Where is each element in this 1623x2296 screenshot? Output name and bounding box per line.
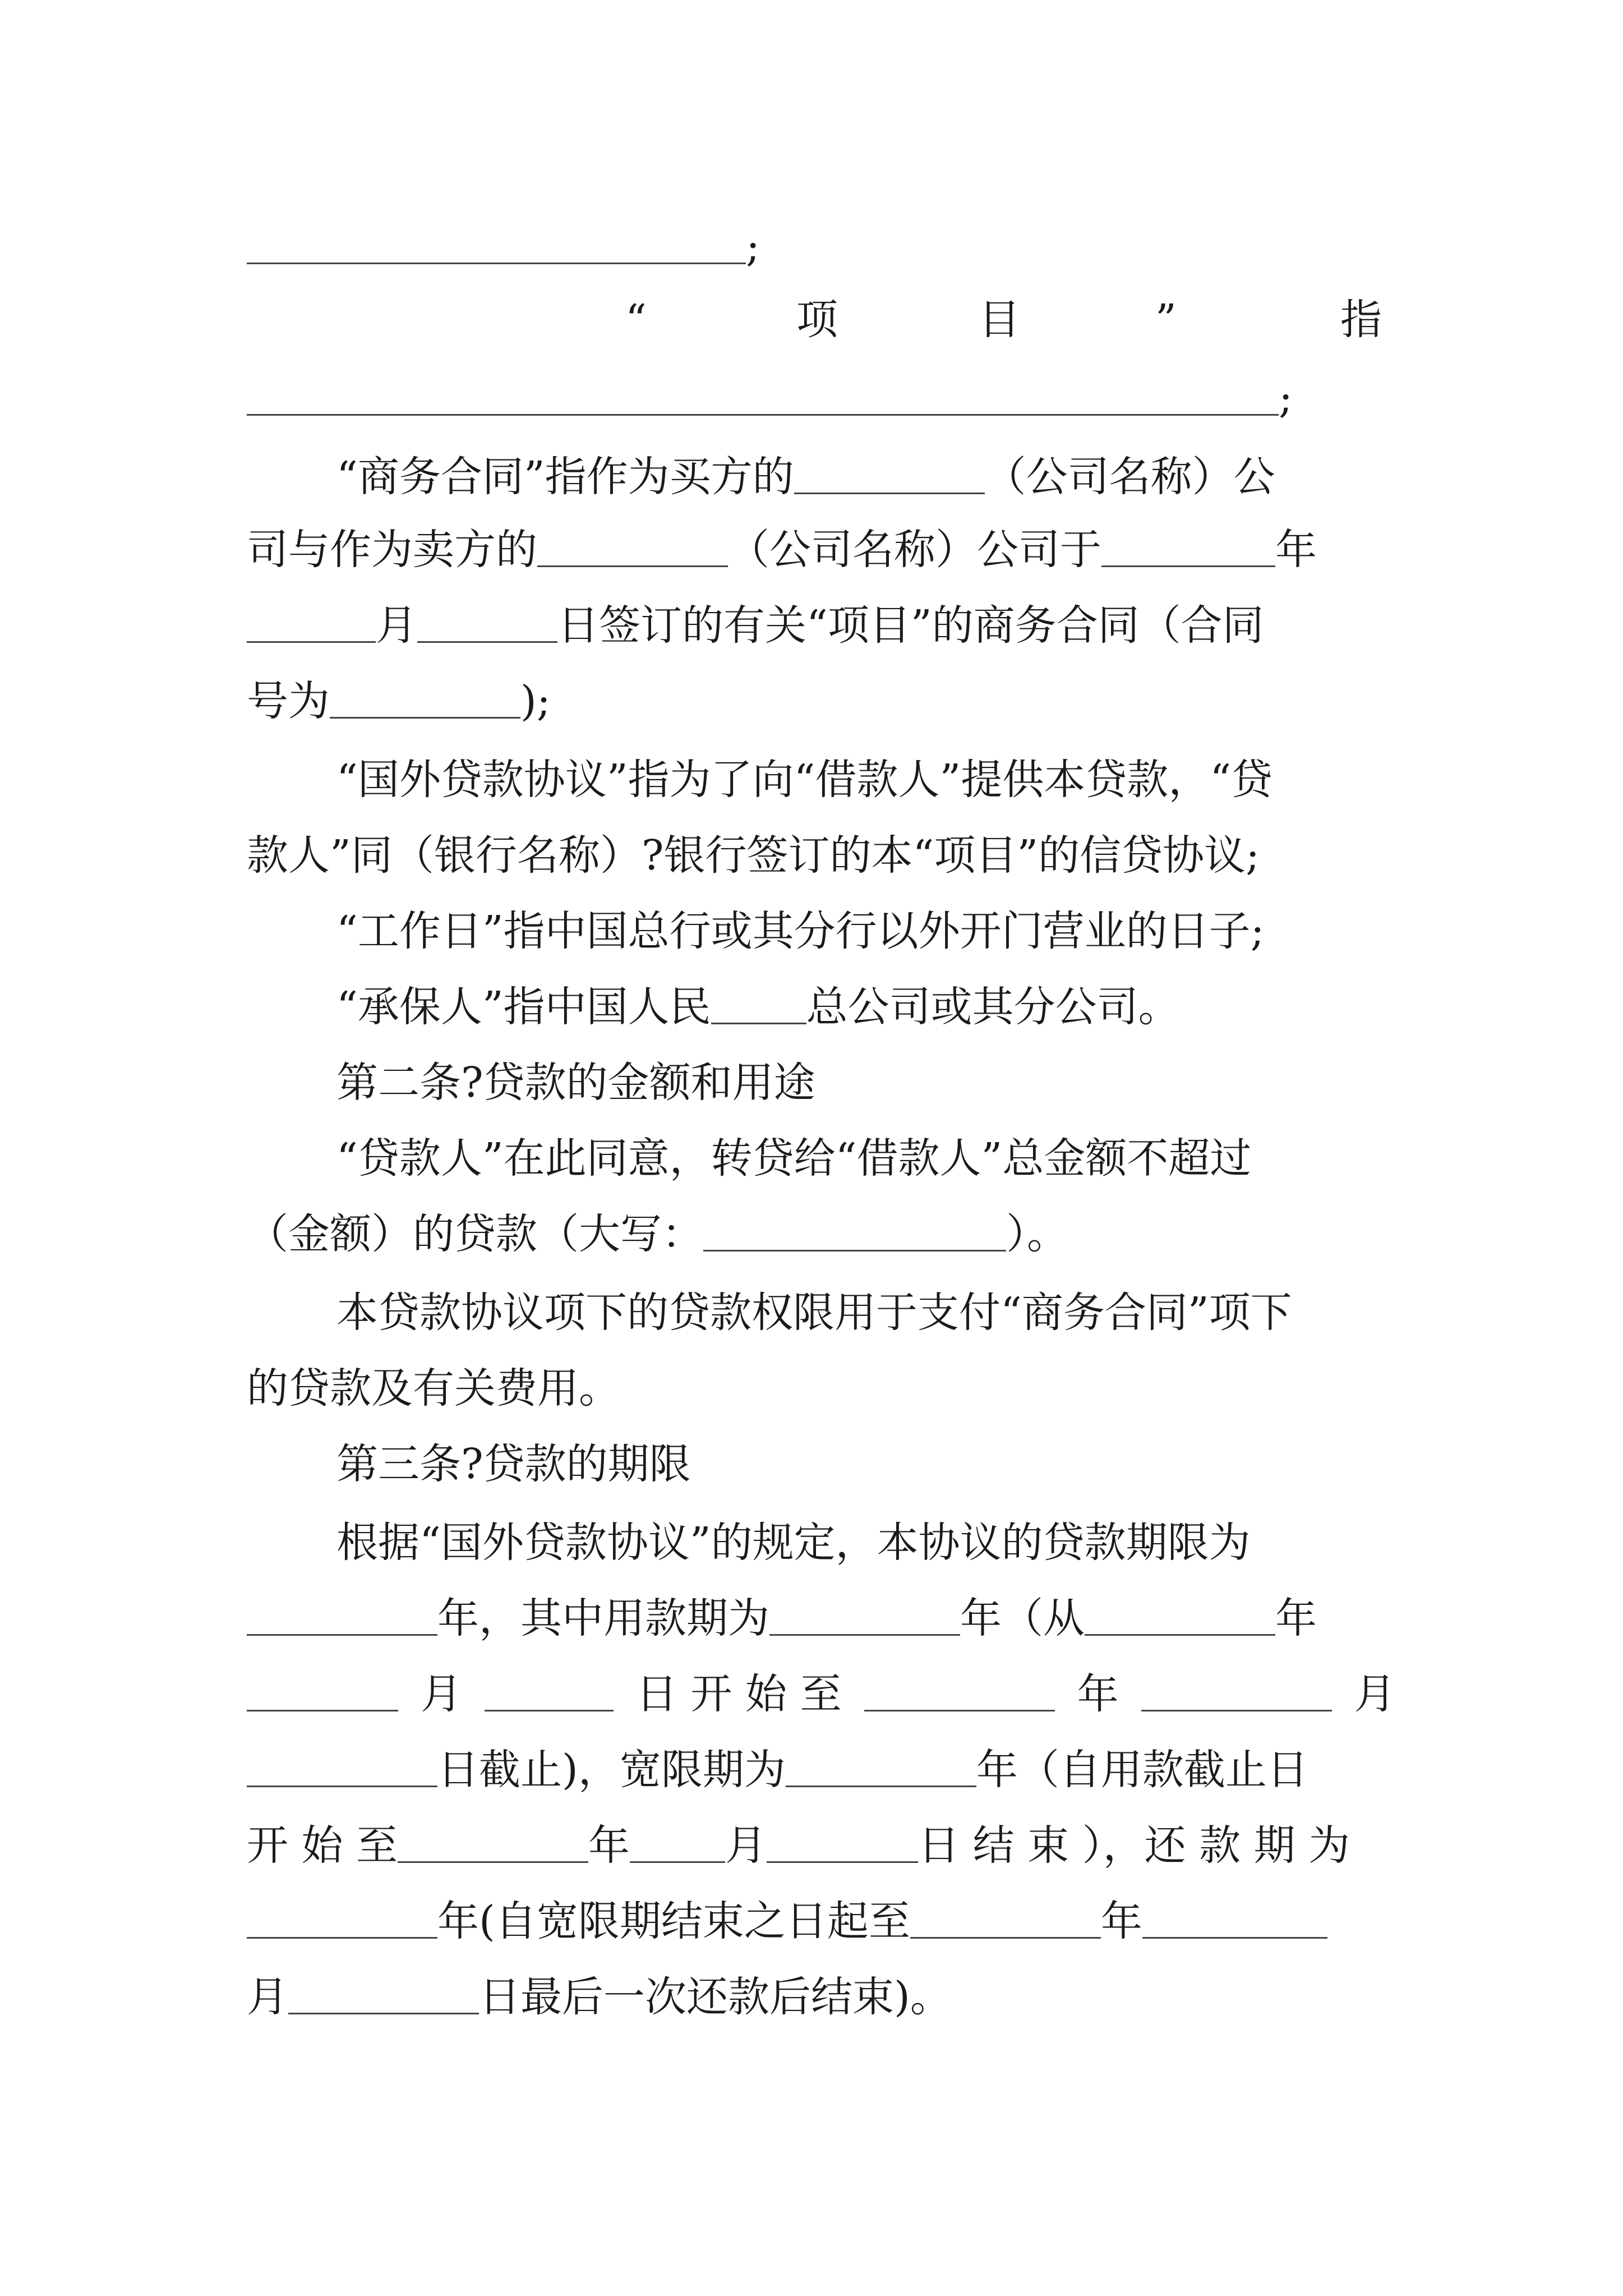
text-line <box>247 1206 1068 1262</box>
line-text: “ <box>625 296 647 344</box>
line-text: 年，其中用款期为 <box>437 1594 769 1642</box>
text-line <box>336 752 1272 808</box>
line-text: 年（从 <box>960 1594 1085 1642</box>
blank-field[interactable] <box>767 1824 918 1863</box>
line-text: 日 结 束 ），还 款 期 为 <box>918 1821 1350 1870</box>
line-text: “国外贷款协议”指为了向“借款人”提供本贷款，“贷 <box>336 756 1273 804</box>
line-text: 日 开 始 至 <box>636 1670 842 1718</box>
blank-field[interactable] <box>769 1597 960 1636</box>
line-text: 根据“国外贷款协议”的规定，本协议的贷款期限为 <box>336 1519 1251 1567</box>
line-text: ” <box>1155 296 1177 344</box>
blank-field[interactable] <box>288 1976 479 2014</box>
line-text: 本贷款协议项下的贷款权限用于支付“商务合同”项下 <box>336 1289 1292 1337</box>
blank-field[interactable] <box>794 455 985 494</box>
text-line <box>247 522 1317 578</box>
line-text: 司与作为卖方的 <box>247 526 537 574</box>
text-line <box>336 1515 1251 1571</box>
line-text: 年 <box>588 1821 630 1870</box>
line-text: 月 <box>1354 1670 1396 1718</box>
text-line <box>247 1818 1350 1874</box>
text-line <box>247 1590 1317 1646</box>
blank-field[interactable] <box>247 1900 437 1939</box>
line-text: （金额）的贷款（大写： <box>247 1210 703 1258</box>
line-text: “贷款人”在此同意，转贷给“借款人”总金额不超过 <box>336 1134 1252 1182</box>
text-line <box>336 903 1265 959</box>
text-line <box>247 219 760 275</box>
line-text: ）。 <box>1006 1210 1068 1258</box>
blank-field[interactable] <box>247 604 376 643</box>
blank-field[interactable] <box>247 1597 437 1636</box>
text-line <box>247 1893 1327 1949</box>
blank-field[interactable] <box>398 1824 588 1863</box>
text-line <box>247 827 1260 884</box>
blank-field[interactable] <box>417 604 557 643</box>
blank-field[interactable] <box>910 1900 1101 1939</box>
line-text: 号为 <box>247 677 330 725</box>
line-text: 月 <box>376 601 417 650</box>
line-text: 年（自用款截止日 <box>976 1746 1308 1794</box>
line-text: ); <box>520 677 551 725</box>
line-text: 月 <box>421 1670 462 1718</box>
line-text: （公司名称）公司于 <box>728 526 1101 574</box>
text-line <box>247 673 551 729</box>
text-line <box>336 1130 1251 1186</box>
line-text: 日截止)，宽限期为 <box>437 1746 786 1794</box>
text-line <box>247 1360 620 1416</box>
blank-field[interactable] <box>330 680 520 719</box>
blank-field[interactable] <box>1142 1900 1327 1939</box>
line-text: 的贷款及有关费用。 <box>247 1364 620 1412</box>
line-text: ; <box>746 223 760 271</box>
text-line <box>336 1285 1292 1341</box>
blank-field[interactable] <box>864 1673 1055 1711</box>
line-text: 款人”同（银行名称）?银行签订的本“项目”的信贷协议; <box>247 831 1260 880</box>
line-text: 日签订的有关“项目”的商务合同（合同 <box>557 601 1264 650</box>
text-line <box>247 1969 952 2025</box>
blank-field[interactable] <box>485 1673 614 1711</box>
text-line <box>247 597 1264 654</box>
line-text: 年 <box>1275 1594 1317 1642</box>
line-text: 第二条?贷款的金额和用途 <box>336 1059 815 1107</box>
section-heading <box>336 1055 815 1111</box>
line-text: 目 <box>979 296 1020 344</box>
text-line <box>247 1666 1396 1722</box>
text-line <box>336 979 1180 1035</box>
text-line <box>336 449 1275 505</box>
section-heading <box>336 1436 691 1492</box>
line-text: ; <box>1279 374 1293 422</box>
line-text: 总公司或其分公司。 <box>806 983 1180 1031</box>
line-text: （公司名称）公 <box>984 453 1275 501</box>
line-text: 年 <box>1100 1897 1142 1945</box>
line-text: 年 <box>1275 526 1317 574</box>
blank-field[interactable] <box>247 377 1279 416</box>
blank-field[interactable] <box>630 1824 725 1863</box>
blank-field[interactable] <box>711 986 806 1024</box>
line-text: 开 始 至 <box>247 1821 398 1870</box>
blank-field[interactable] <box>247 1673 398 1711</box>
blank-field[interactable] <box>786 1749 976 1787</box>
blank-field[interactable] <box>537 528 728 567</box>
blank-field[interactable] <box>1101 528 1275 567</box>
line-text: 日最后一次还款后结束)。 <box>479 1973 952 2021</box>
text-line <box>247 370 1293 426</box>
line-text: “工作日”指中国总行或其分行以外开门营业的日子; <box>336 907 1265 955</box>
line-text: 指 <box>1340 296 1382 344</box>
line-text: 年(自宽限期结束之日起至 <box>437 1897 910 1945</box>
line-text: “承保人”指中国人民 <box>336 983 711 1031</box>
line-text: 第三条?贷款的期限 <box>336 1440 691 1488</box>
line-text: “商务合同”指作为买方的 <box>336 453 794 501</box>
line-text: 月 <box>725 1821 767 1870</box>
blank-field[interactable] <box>1085 1597 1275 1636</box>
line-text: 月 <box>247 1973 288 2021</box>
blank-field[interactable] <box>1141 1673 1332 1711</box>
line-text: 项 <box>796 296 838 344</box>
line-text: 年 <box>1077 1670 1119 1718</box>
blank-field[interactable] <box>247 1749 437 1787</box>
text-line <box>247 1742 1308 1798</box>
blank-field[interactable] <box>703 1213 1006 1251</box>
blank-field[interactable] <box>247 226 746 264</box>
